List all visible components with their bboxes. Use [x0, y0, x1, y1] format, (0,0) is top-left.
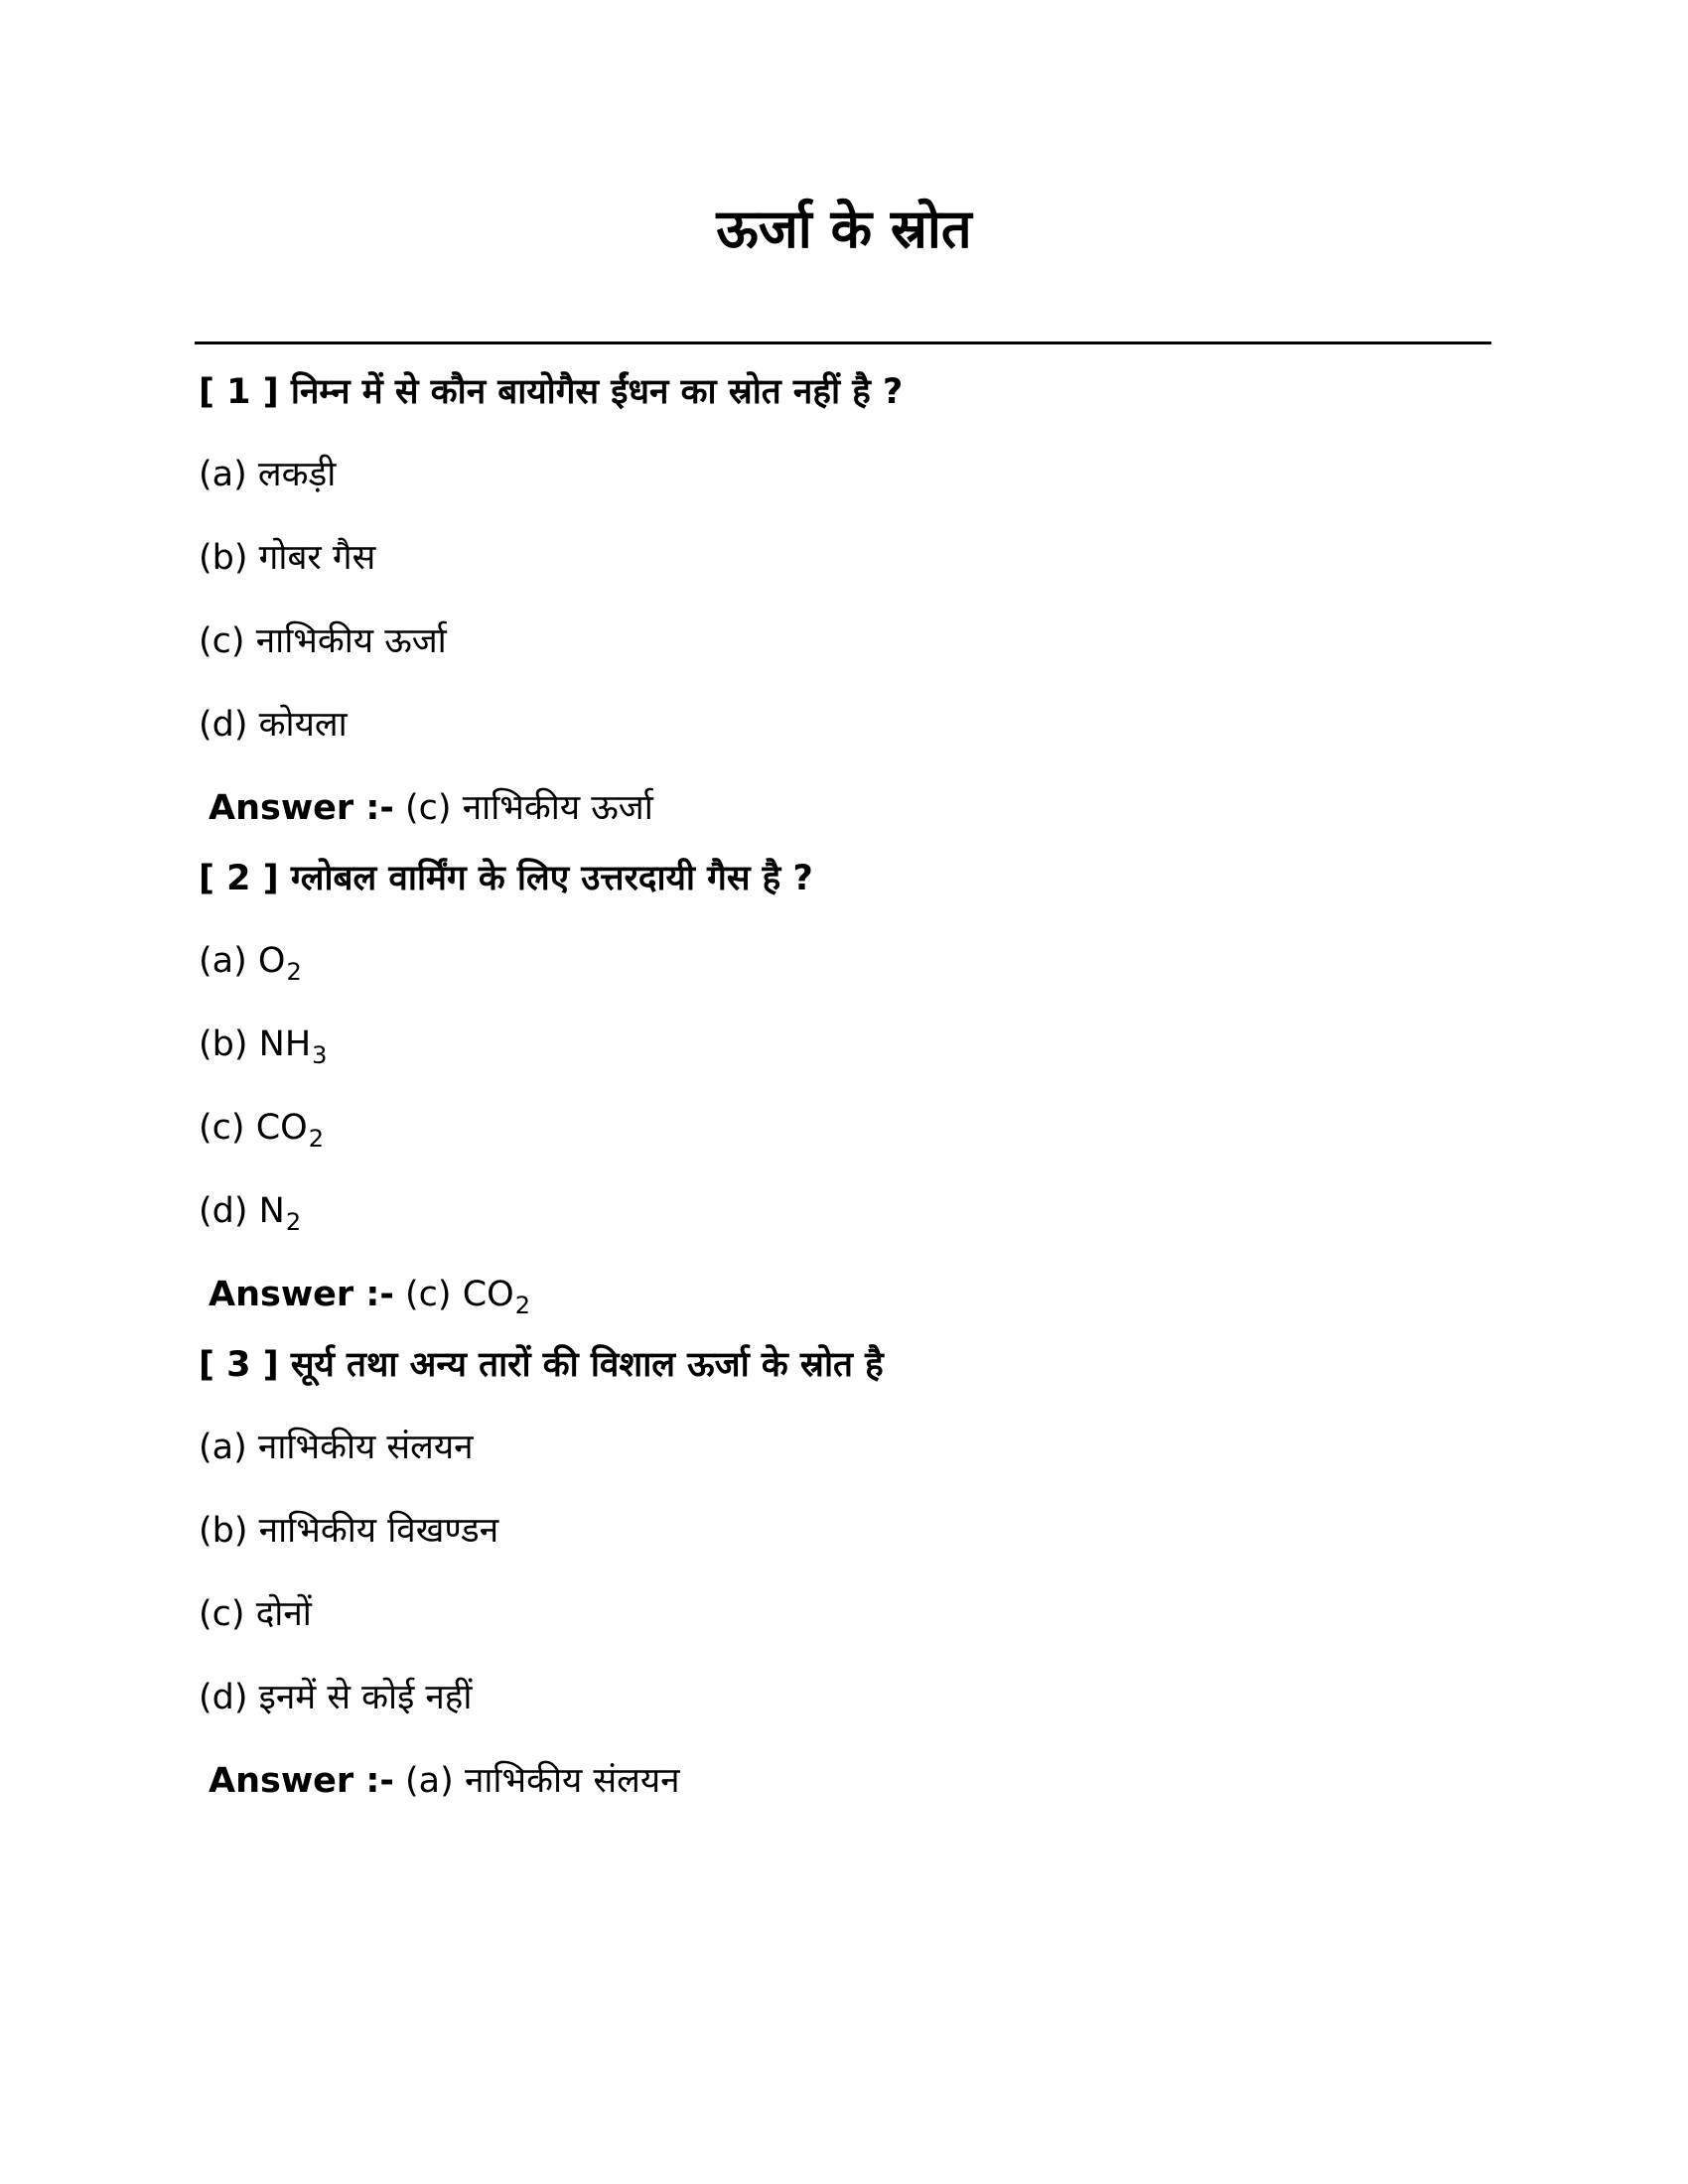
option-label: (a): [199, 941, 247, 981]
question-2: [ 2 ] ग्लोबल वार्मिंग के लिए उत्तरदायी गैस है ?: [199, 859, 813, 898]
option-text: NH: [258, 1024, 312, 1064]
page-title: ऊर्जा के स्रोत: [716, 198, 972, 260]
answer-label: Answer :-: [209, 788, 394, 828]
question-1-option-c: [199, 616, 447, 666]
option-text: नाभिकीय विखण्डन: [258, 1511, 499, 1551]
option-text: इनमें से कोई नहीं: [258, 1678, 473, 1717]
question-3: [ 3 ] सूर्य तथा अन्य तारों की विशाल ऊर्जा के स्रोत है: [199, 1345, 884, 1385]
option-label: (c): [199, 621, 245, 661]
question-2-answer: [209, 1270, 530, 1322]
option-label: (d): [199, 705, 248, 745]
answer-option-label: (c): [405, 788, 452, 828]
option-label: (c): [199, 1594, 245, 1634]
answer-option-label: (a): [405, 1761, 454, 1801]
question-2-option-b: [199, 1020, 327, 1072]
question-3-answer: [209, 1756, 680, 1806]
question-1-option-d: [199, 700, 348, 750]
answer-text: नाभिकीय संलयन: [464, 1761, 680, 1801]
option-text: CO: [255, 1108, 308, 1148]
option-text: गोबर गैस: [258, 538, 376, 578]
option-label: (d): [199, 1191, 248, 1231]
question-2-option-d: [199, 1186, 301, 1239]
option-text: नाभिकीय संलयन: [257, 1428, 474, 1467]
option-text: नाभिकीय ऊर्जा: [255, 621, 447, 661]
option-text: दोनों: [255, 1594, 312, 1634]
answer-text: नाभिकीय ऊर्जा: [462, 788, 653, 828]
subscript: 2: [308, 1125, 324, 1153]
option-label: (a): [199, 455, 247, 494]
question-3-option-a: [199, 1423, 474, 1472]
question-1: [ 1 ] निम्न में से कौन बायोगैस ईंधन का स्रोत नहीं है ?: [199, 372, 904, 412]
question-3-option-c: [199, 1589, 312, 1639]
option-label: (c): [199, 1108, 245, 1148]
answer-label: Answer :-: [209, 1761, 394, 1801]
option-text: कोयला: [258, 705, 348, 745]
question-1-answer: [209, 783, 653, 833]
question-3-option-d: [199, 1673, 472, 1722]
answer-text: CO: [462, 1275, 514, 1314]
subscript: 2: [514, 1292, 531, 1319]
subscript: 2: [286, 958, 302, 986]
subscript: 3: [312, 1041, 328, 1069]
option-text: O: [257, 941, 286, 981]
question-1-option-a: [199, 450, 336, 499]
question-1-option-b: [199, 533, 375, 583]
answer-label: Answer :-: [209, 1275, 394, 1314]
option-text: लकड़ी: [257, 455, 337, 494]
answer-option-label: (c): [405, 1275, 452, 1314]
option-label: (a): [199, 1428, 247, 1467]
option-label: (d): [199, 1678, 248, 1717]
subscript: 2: [285, 1208, 302, 1236]
question-3-option-b: [199, 1506, 498, 1556]
option-label: (b): [199, 538, 248, 578]
option-text: N: [258, 1191, 285, 1231]
question-2-option-a: [199, 936, 302, 989]
option-label: (b): [199, 1024, 248, 1064]
option-label: (b): [199, 1511, 248, 1551]
title-divider: [195, 341, 1491, 344]
question-2-option-c: [199, 1103, 324, 1156]
